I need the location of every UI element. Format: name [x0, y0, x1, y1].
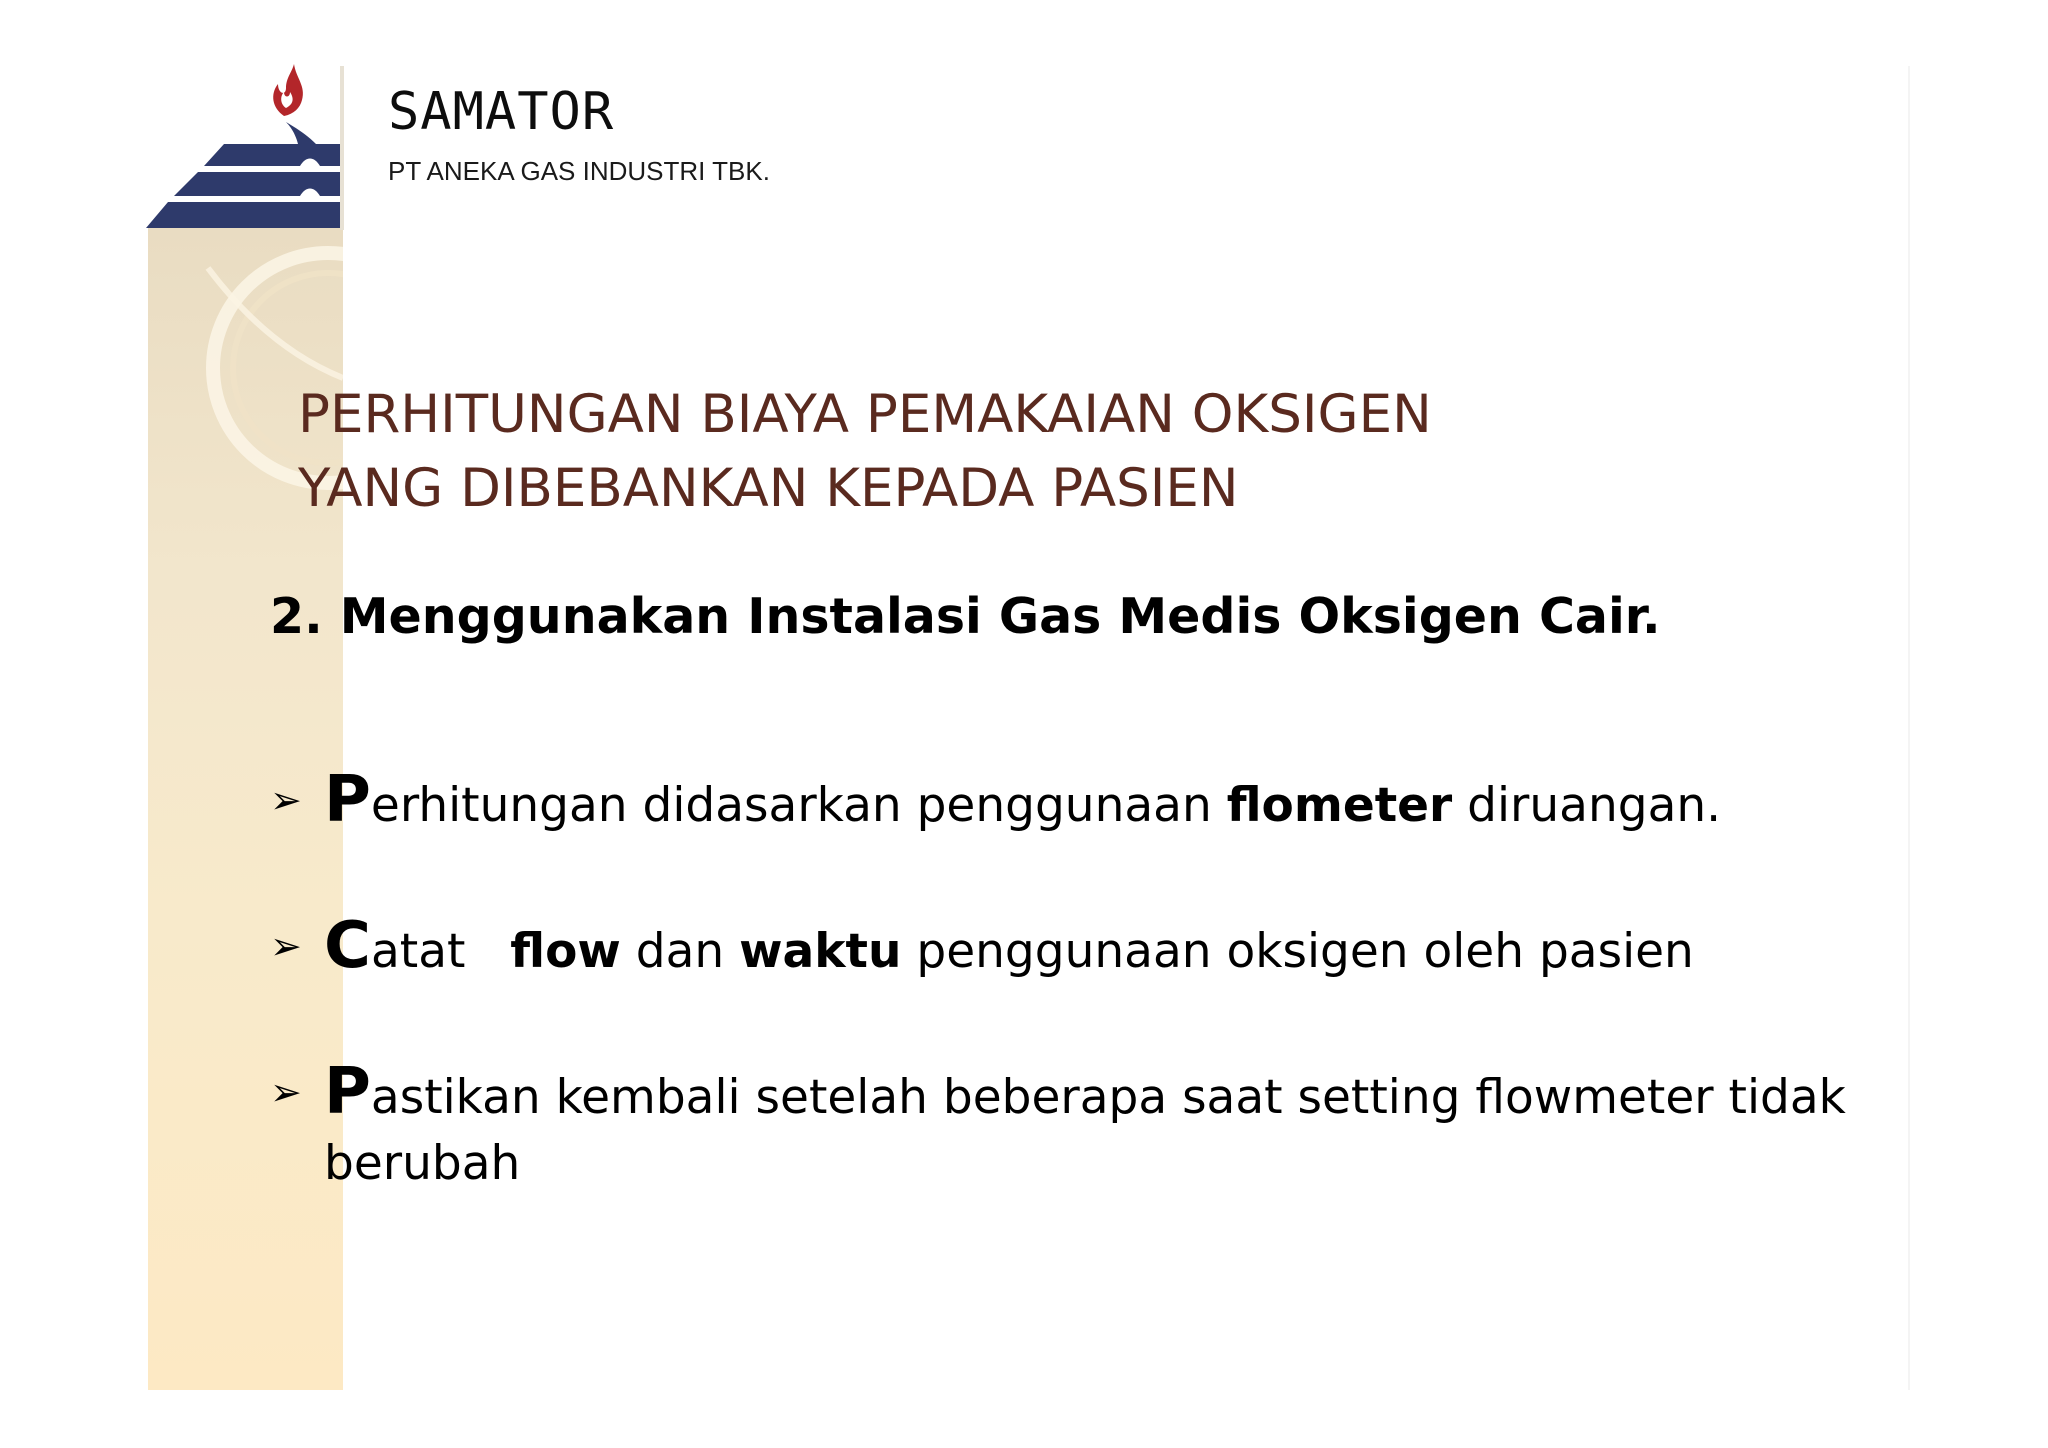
- bullet-text-1: Perhitungan didasarkan penggunaan flometer diruangan.: [324, 763, 1722, 837]
- arrowhead-bullet-icon: ➢: [270, 778, 302, 822]
- brand-name: SAMATOR: [388, 82, 615, 142]
- bullet-text-3: Pastikan kembali setelah beberapa saat setting flowmeter tidak: [324, 1055, 1846, 1129]
- arrowhead-bullet-icon: ➢: [270, 1070, 302, 1114]
- logo-divider: [340, 66, 344, 230]
- company-name: PT ANEKA GAS INDUSTRI TBK.: [388, 156, 770, 186]
- arrowhead-bullet-icon: ➢: [270, 924, 302, 968]
- slide-title-line-1: PERHITUNGAN BIAYA PEMAKAIAN OKSIGEN: [298, 384, 1432, 445]
- slide-title: [298, 378, 1432, 526]
- slide-title-line-2: YANG DIBEBANKAN KEPADA PASIEN: [298, 458, 1239, 519]
- bullet-text-3-continuation: berubah: [324, 1136, 521, 1191]
- section-heading-text: Menggunakan Instalasi Gas Medis Oksigen Cair.: [339, 588, 1661, 645]
- section-heading: [270, 588, 1661, 645]
- samator-logo-icon: [146, 64, 342, 230]
- bullet-text-2: Catat flow dan waktu penggunaan oksigen oleh pasien: [324, 909, 1694, 983]
- section-number: 2.: [270, 588, 323, 645]
